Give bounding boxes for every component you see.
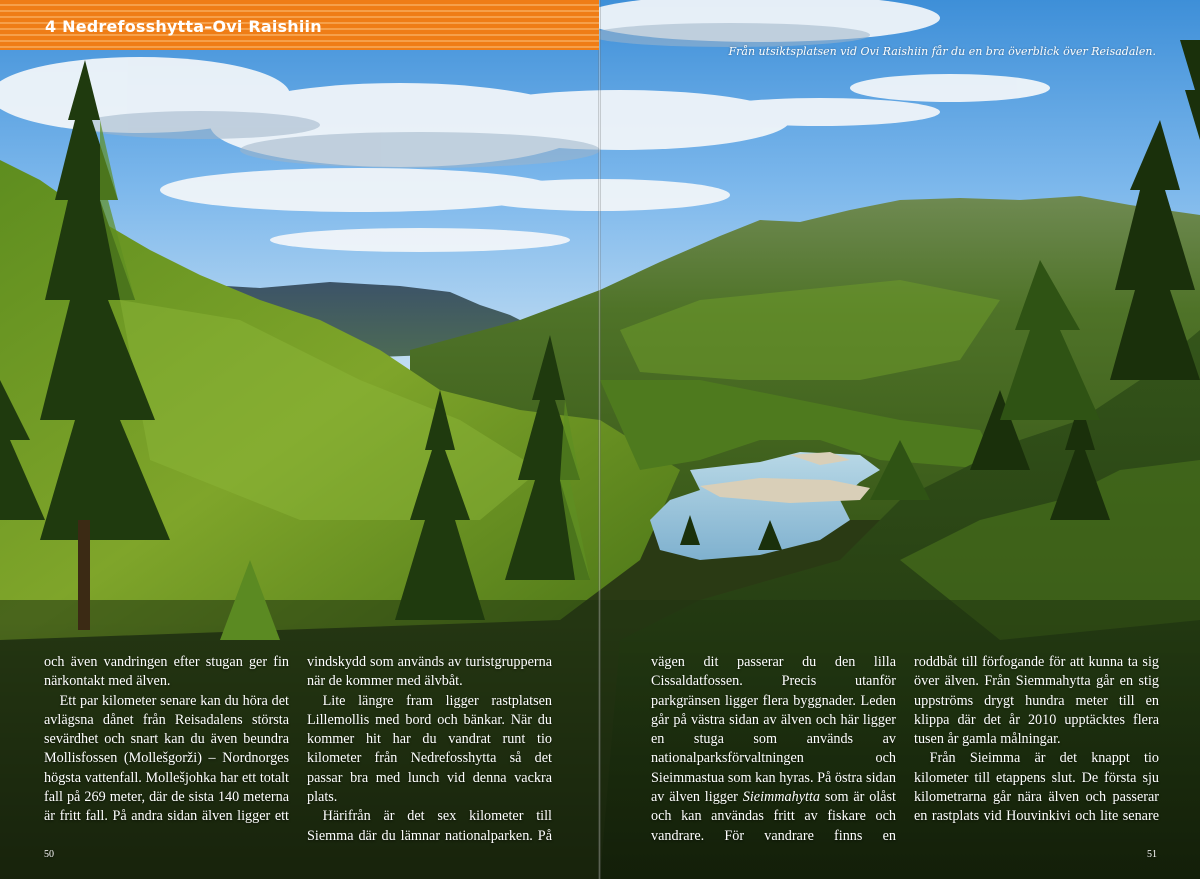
page-number-right: 51 bbox=[1147, 849, 1157, 860]
paragraph: Lite längre fram ligger rastplatsen Lillemollis med bord och bänkar. När du kommer hit har du vandrat runt tio kilometer från Nedrefosshytta så det passar bra med lunch vid denna vackra plats. bbox=[307, 692, 552, 806]
photo-caption: Från utsiktsplatsen vid Ovi Raishiin får du en bra överblick över Reisadalen. bbox=[728, 45, 1156, 58]
paragraph-text: som är olåst och kan användas fritt av fiskare och vandrare. För vandrare finns en bbox=[651, 789, 896, 844]
page-gutter bbox=[598, 0, 601, 879]
paragraph: Ett par kilometer senare kan du höra det avlägsna dånet från Reisadalens största sevärdhet och snart kan du även beundra Mollisfossen (Mollešgorži) – Nordnorges högsta vattenfall. Mollešjohka har ett totalt fall på 269 meter, där de sista 140 meterna är fritt fall. På andra sidan älven ligger ett bbox=[44, 692, 289, 825]
paragraph: vindskydd som används av turistgrupperna när de kommer med älvbåt. bbox=[307, 654, 552, 690]
paragraph bbox=[651, 653, 896, 846]
paragraph: Från Sieimma är det knappt tio kilometer till etappens slut. De första sju kilometrarna går nära älven och passerar en rastplats vid Houvinkivi och lite senare bbox=[914, 750, 1159, 825]
paragraph: och även vandringen efter stugan ger fin närkontakt med älven. bbox=[44, 654, 289, 690]
chapter-title: 4 Nedrefosshytta–Ovi Raishiin bbox=[45, 17, 322, 36]
page-number-left: 50 bbox=[44, 849, 54, 860]
paragraph: roddbåt till förfogande för att kunna ta sig över älven. Från Siemmahytta går en stig uppströms drygt hundra meter till en klippa där det år 2010 upptäcktes flera tusen år gamla målningar. bbox=[914, 654, 1159, 748]
text-column-1 bbox=[44, 653, 289, 827]
chapter-banner bbox=[0, 0, 599, 50]
text-column-3 bbox=[651, 653, 896, 846]
paragraph: Härifrån är det sex kilometer till Siemma där du lämnar nationalparken. På bbox=[307, 808, 552, 844]
hut-name: Sieimmahytta bbox=[742, 789, 820, 806]
text-column-4 bbox=[914, 653, 1159, 827]
paragraph-text: vägen dit passerar du den lilla Cissaldatfossen. Precis utanför parkgränsen ligger flera byggnader. Leden går på västra sidan av älven och här ligger en stuga som används av nationalparksförvaltningen och Sieimmastua som kan hyras. På östra sidan av älven ligger bbox=[651, 654, 896, 806]
text-column-2 bbox=[307, 653, 552, 846]
